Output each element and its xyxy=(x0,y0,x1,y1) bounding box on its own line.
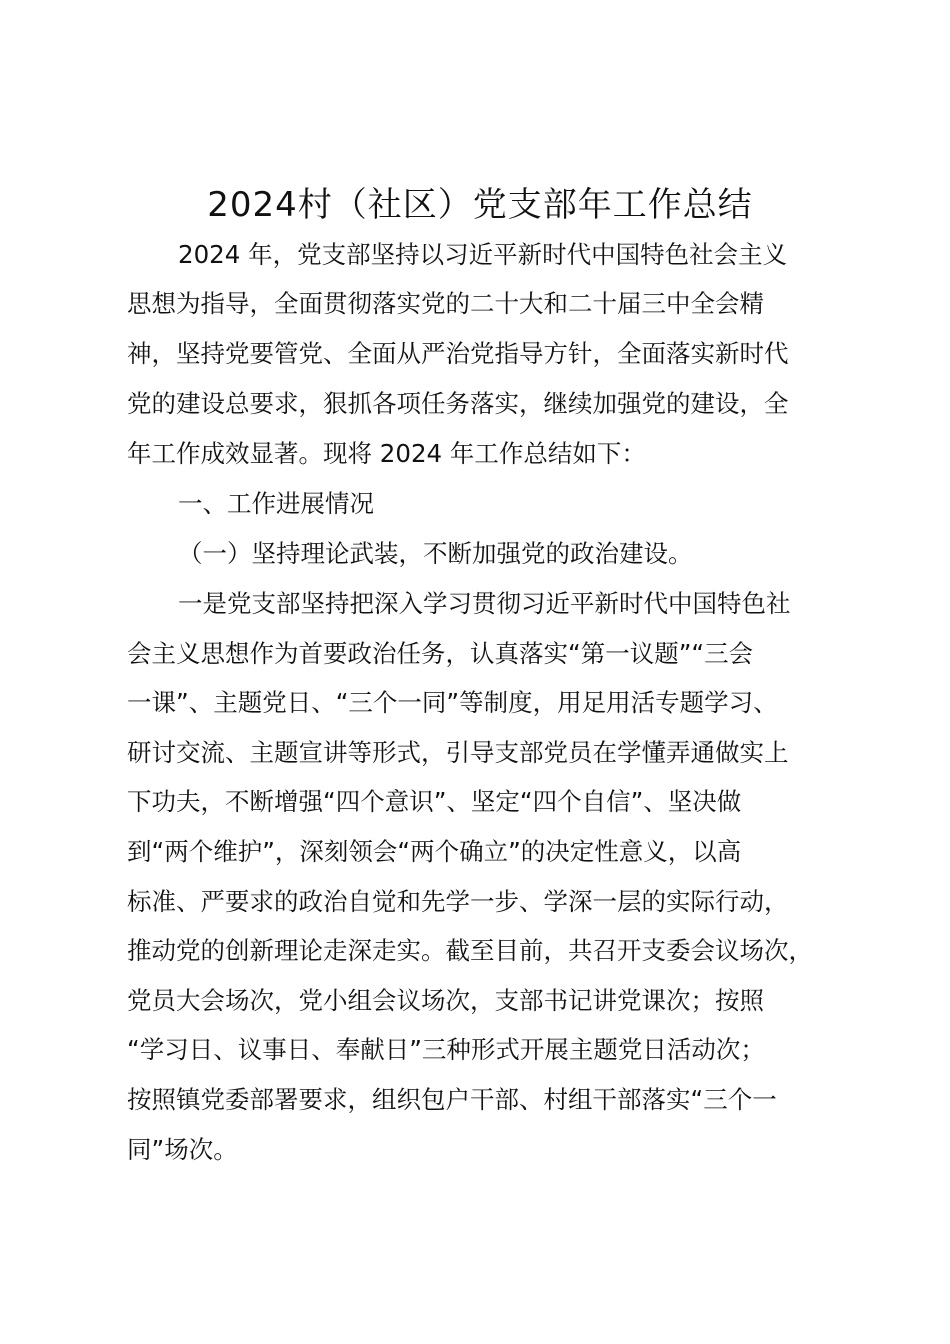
paragraph-line: 按照镇党委部署要求，组织包户干部、村组干部落实“三个一 xyxy=(127,1085,777,1114)
paragraph-line: 研讨交流、主题宣讲等形式，引导支部党员在学懂弄通做实上 xyxy=(127,738,789,767)
paragraph-line: 会主义思想作为首要政治任务，认真落实“第一议题”“三会 xyxy=(127,639,754,668)
paragraph-line: 党的建设总要求，狠抓各项任务落实，继续加强党的建设，全 xyxy=(127,389,789,418)
paragraph-line: 一课”、主题党日、“三个一同”等制度，用足用活专题学习、 xyxy=(127,688,778,717)
paragraph-line: 神，坚持党要管党、全面从严治党指导方针，全面落实新时代 xyxy=(127,339,789,368)
document-title: 2024村（社区）党支部年工作总结 xyxy=(207,185,753,225)
paragraph-line: 推动党的创新理论走深走实。截至目前，共召开支委会议场次， xyxy=(127,936,813,965)
subsection-heading: （一）坚持理论武装，不断加强党的政治建设。 xyxy=(178,539,693,568)
paragraph-line: 同”场次。 xyxy=(127,1135,238,1164)
paragraph-line: 下功夫，不断增强“四个意识”、坚定“四个自信”、坚决做 xyxy=(127,787,742,816)
paragraph-line: 党员大会场次，党小组会议场次，支部书记讲党课次；按照 xyxy=(127,986,764,1015)
section-heading: 一、工作进展情况 xyxy=(178,489,374,518)
paragraph-line: 2024 年，党支部坚持以习近平新时代中国特色社会主义 xyxy=(178,240,788,269)
paragraph-line: 标准、严要求的政治自觉和先学一步、学深一层的实际行动， xyxy=(127,887,789,916)
paragraph-line: 思想为指导，全面贯彻落实党的二十大和二十届三中全会精 xyxy=(127,289,764,318)
paragraph-line: 年工作成效显著。现将 2024 年工作总结如下： xyxy=(127,439,646,468)
paragraph-line: “学习日、议事日、奉献日”三种形式开展主题党日活动次； xyxy=(127,1035,765,1064)
paragraph-line: 一是党支部坚持把深入学习贯彻习近平新时代中国特色社 xyxy=(178,589,791,618)
paragraph-line: 到“两个维护”，深刻领会“两个确立”的决定性意义，以高 xyxy=(127,837,742,866)
